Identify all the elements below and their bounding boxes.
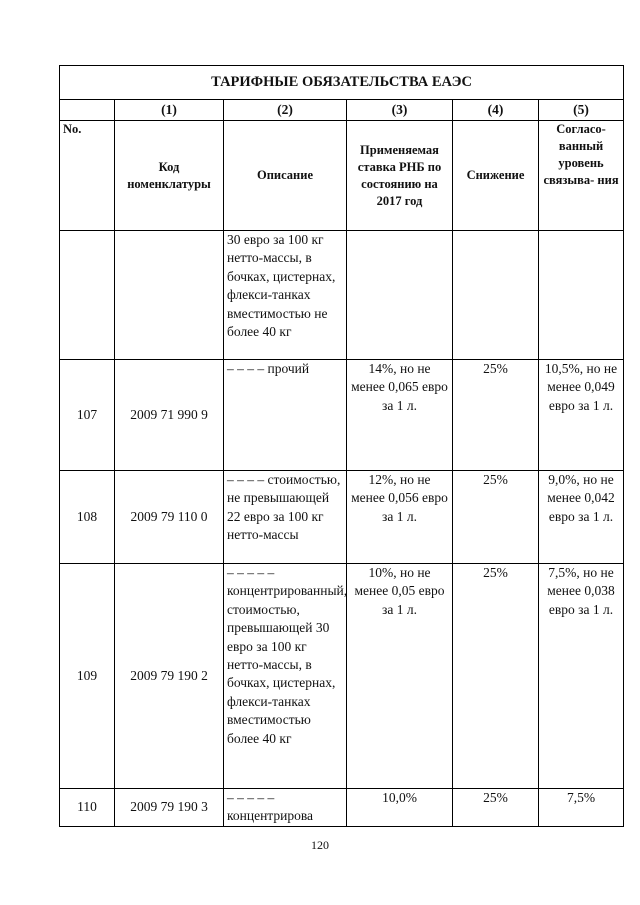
row-applied-rate: 10,0% bbox=[347, 789, 453, 827]
row-description: – – – – стоимостью, не превышающей 22 евро за 100 кг нетто-массы bbox=[224, 471, 347, 564]
header-bound-rate: Согласо- ванный уровень связыва- ния bbox=[539, 121, 624, 231]
col-number-0 bbox=[60, 100, 115, 121]
table-row bbox=[60, 471, 624, 564]
table-row bbox=[60, 789, 624, 827]
header-row bbox=[60, 121, 624, 231]
header-reduction: Снижение bbox=[453, 121, 539, 231]
header-applied-rate: Применяемая ставка РНБ по состоянию на 2017 год bbox=[347, 121, 453, 231]
column-number-row bbox=[60, 100, 624, 121]
header-no: No. bbox=[60, 121, 115, 231]
row-no: 108 bbox=[60, 471, 115, 564]
row-no bbox=[60, 231, 115, 360]
table-title: ТАРИФНЫЕ ОБЯЗАТЕЛЬСТВА ЕАЭС bbox=[60, 66, 624, 100]
col-number-3: (3) bbox=[347, 100, 453, 121]
row-bound-rate bbox=[539, 231, 624, 360]
row-bound-rate: 7,5%, но не менее 0,038 евро за 1 л. bbox=[539, 564, 624, 789]
row-reduction bbox=[453, 231, 539, 360]
row-bound-rate: 10,5%, но не менее 0,049 евро за 1 л. bbox=[539, 360, 624, 471]
row-bound-rate: 9,0%, но не менее 0,042 евро за 1 л. bbox=[539, 471, 624, 564]
page-number: 120 bbox=[311, 838, 329, 852]
table-row bbox=[60, 231, 624, 360]
row-applied-rate bbox=[347, 231, 453, 360]
row-applied-rate: 14%, но не менее 0,065 евро за 1 л. bbox=[347, 360, 453, 471]
row-reduction: 25% bbox=[453, 564, 539, 789]
col-number-2: (2) bbox=[224, 100, 347, 121]
row-description: – – – – – концентрирова bbox=[224, 789, 347, 827]
title-row bbox=[60, 66, 624, 100]
row-no: 109 bbox=[60, 564, 115, 789]
row-description: 30 евро за 100 кг нетто-массы, в бочках, цистернах, флекси-танках вместимостью не более 40 кг bbox=[224, 231, 347, 360]
row-reduction: 25% bbox=[453, 471, 539, 564]
row-code: 2009 79 190 2 bbox=[115, 564, 224, 789]
row-code: 2009 79 190 3 bbox=[115, 789, 224, 827]
row-description: – – – – прочий bbox=[224, 360, 347, 471]
tariff-table bbox=[59, 65, 624, 827]
row-description: – – – – – концентрированный, стоимостью, превышающей 30 евро за 100 кг нетто-массы, в бочках, цистернах, флекси-танках вместимостью более 40 кг bbox=[224, 564, 347, 789]
row-reduction: 25% bbox=[453, 360, 539, 471]
table-row bbox=[60, 564, 624, 789]
header-code: Код номенклатуры bbox=[115, 121, 224, 231]
col-number-5: (5) bbox=[539, 100, 624, 121]
col-number-1: (1) bbox=[115, 100, 224, 121]
header-description: Описание bbox=[224, 121, 347, 231]
col-number-4: (4) bbox=[453, 100, 539, 121]
row-code: 2009 79 110 0 bbox=[115, 471, 224, 564]
row-applied-rate: 12%, но не менее 0,056 евро за 1 л. bbox=[347, 471, 453, 564]
row-no: 110 bbox=[60, 789, 115, 827]
row-code: 2009 71 990 9 bbox=[115, 360, 224, 471]
row-reduction: 25% bbox=[453, 789, 539, 827]
row-no: 107 bbox=[60, 360, 115, 471]
row-code bbox=[115, 231, 224, 360]
row-bound-rate: 7,5% bbox=[539, 789, 624, 827]
row-applied-rate: 10%, но не менее 0,05 евро за 1 л. bbox=[347, 564, 453, 789]
table-row bbox=[60, 360, 624, 471]
